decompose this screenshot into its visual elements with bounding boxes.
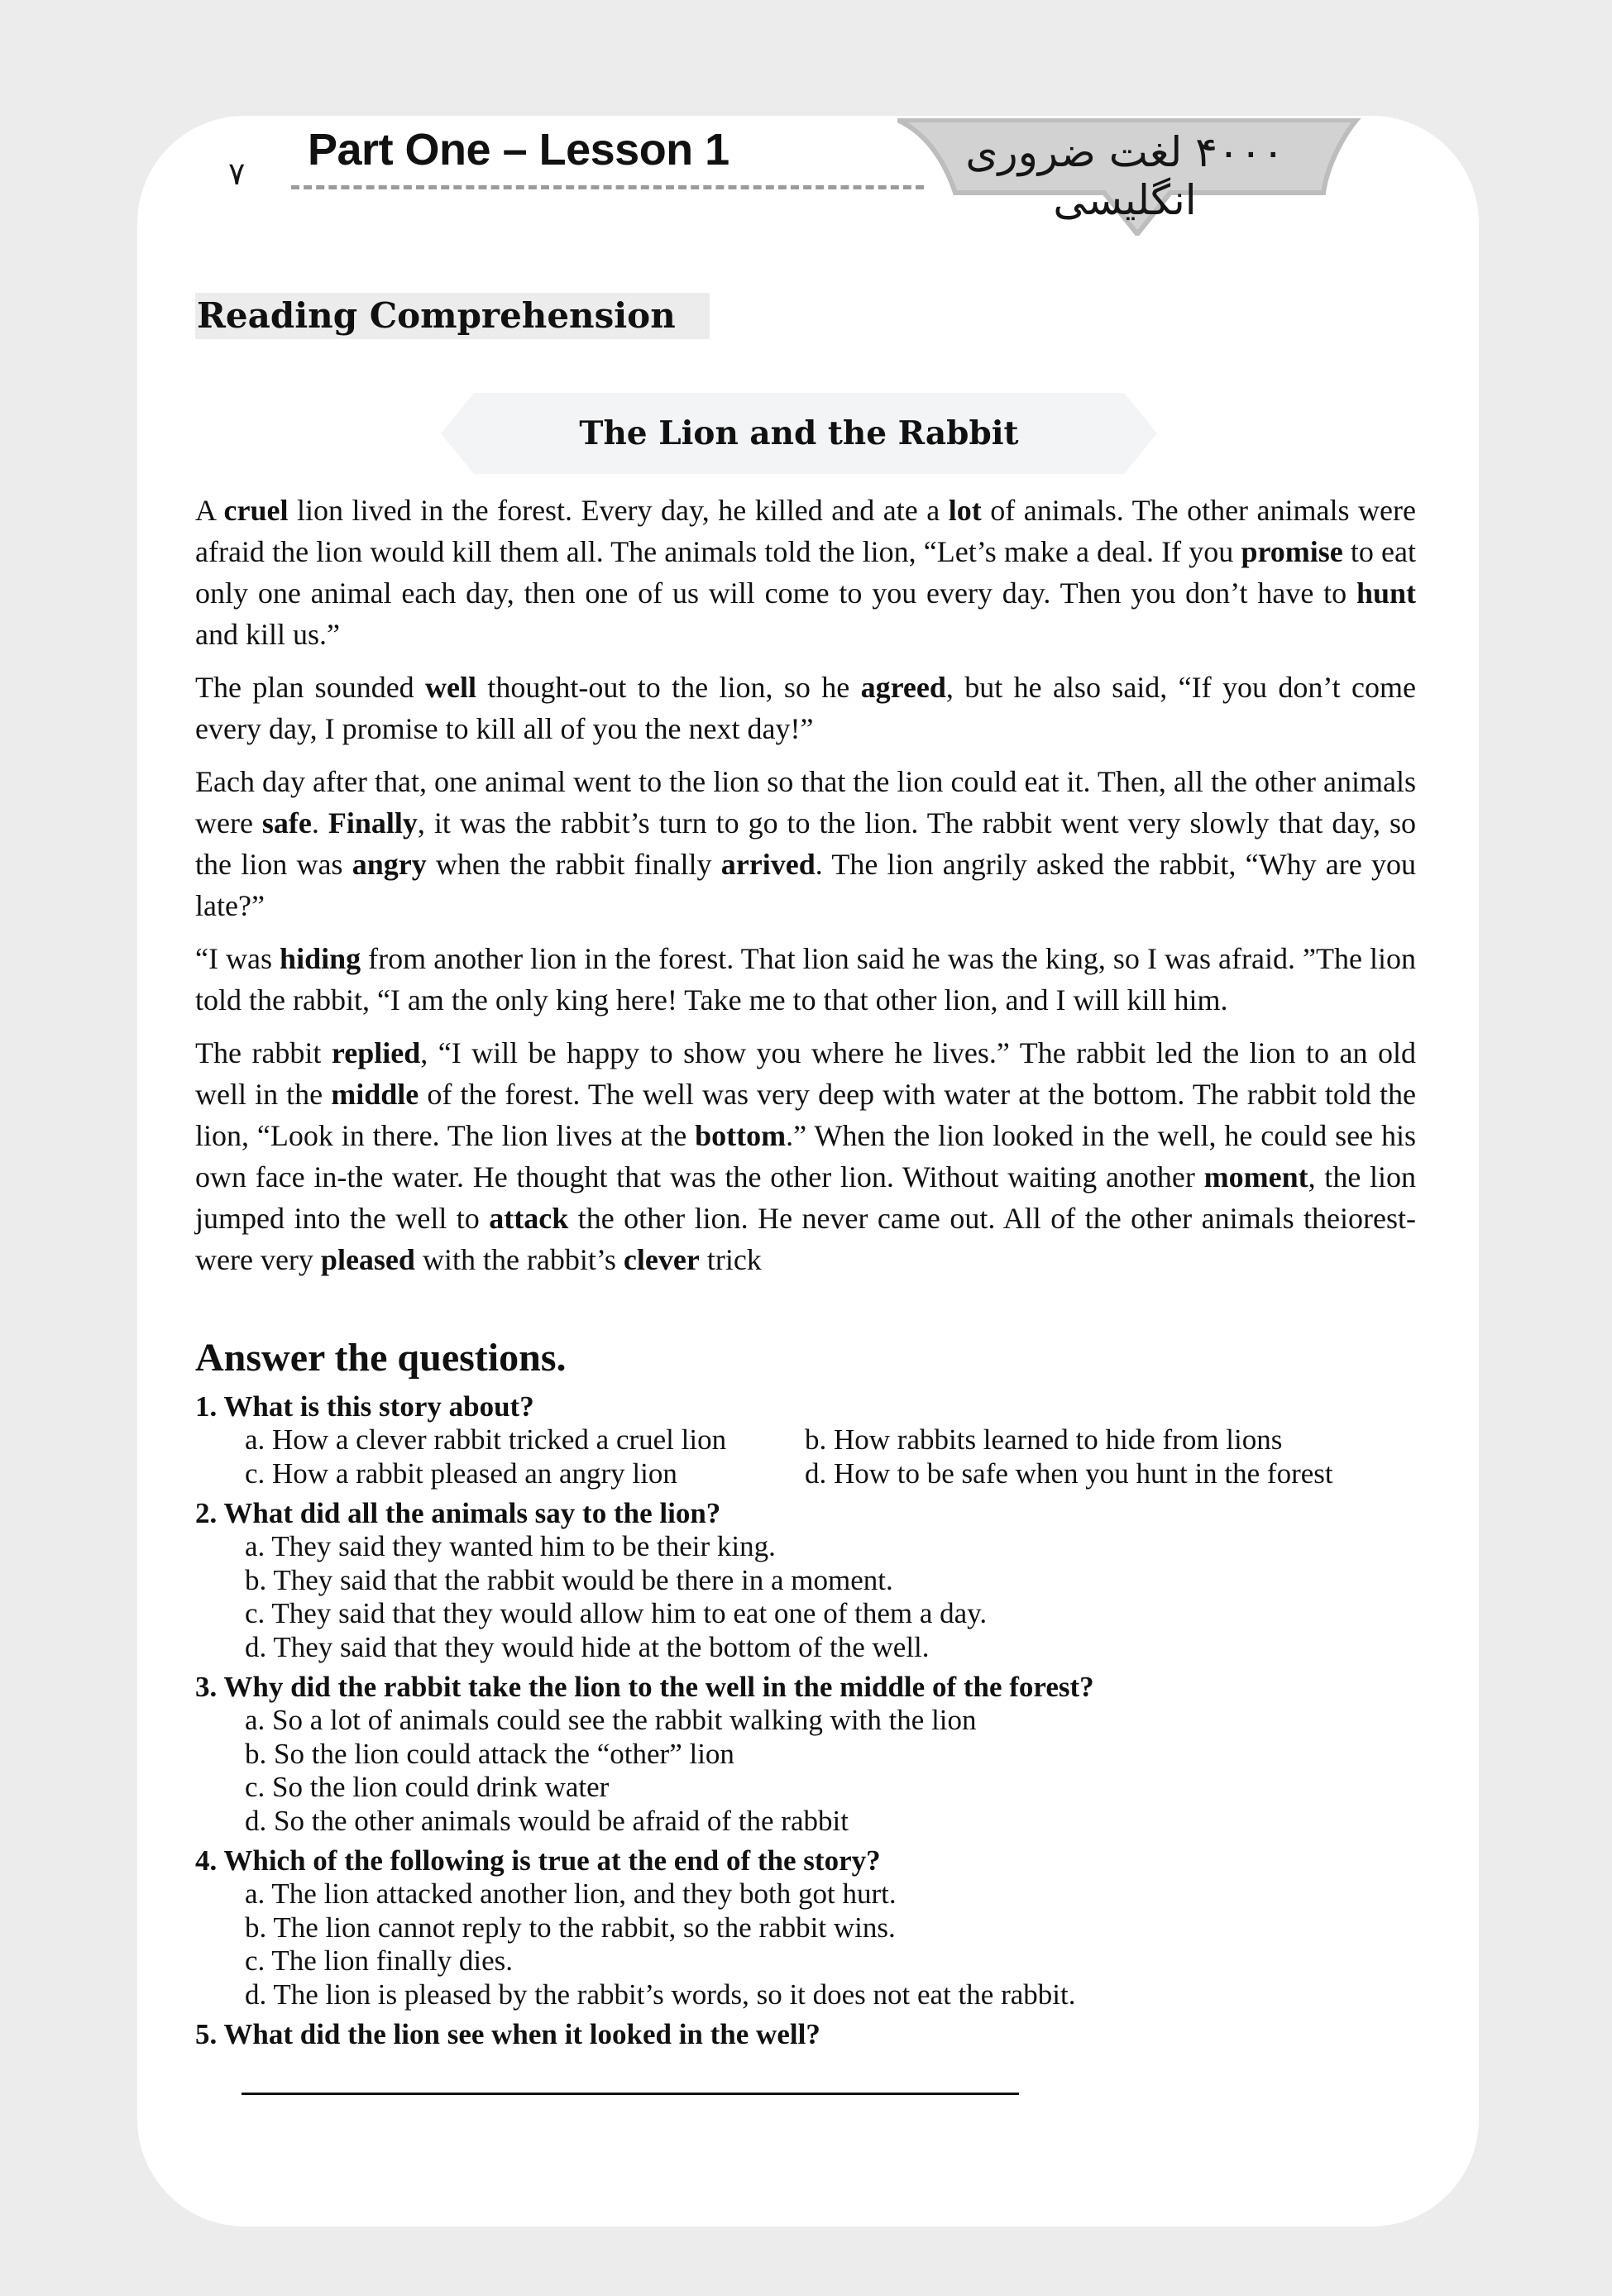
answer-option[interactable]: a. The lion attacked another lion, and they both got hurt.: [245, 1877, 897, 1910]
story-text: lion lived in the forest. Every day, he killed and ate a: [288, 494, 949, 527]
answer-option[interactable]: a. How a clever rabbit tricked a cruel lion: [245, 1423, 727, 1456]
vocabulary-word: arrived: [720, 848, 816, 881]
vocabulary-word: Finally: [328, 806, 418, 839]
story-text: , the lion jumped into the well to: [195, 1160, 1417, 1235]
question-item: [195, 2018, 1436, 2051]
answer-option[interactable]: b. So the lion could attack the “other” lion: [245, 1737, 734, 1770]
story-text: Each day after that, one animal went to the lion so that the lion could eat it. Then, all the other animals were: [195, 765, 1416, 839]
answer-option[interactable]: c. So the lion could drink water: [245, 1771, 610, 1803]
vocabulary-word: promise: [1241, 535, 1343, 568]
vocabulary-word: lot: [948, 494, 982, 527]
answer-option[interactable]: a. So a lot of animals could see the rabbit walking with the lion: [245, 1704, 977, 1736]
story-title-banner: [441, 393, 1157, 474]
answer-option[interactable]: d. How to be safe when you hunt in the forest: [805, 1457, 1333, 1490]
book-title: ۴۰۰۰ لغت ضروری انگلیسی: [965, 128, 1284, 224]
questions-heading: Answer the questions.: [195, 1336, 567, 1380]
story-text: with the rabbit’s: [414, 1243, 624, 1276]
story-paragraph: [195, 761, 1416, 926]
vocabulary-word: clever: [623, 1243, 700, 1276]
answer-options: [195, 1704, 1436, 1838]
page-number: ۷: [228, 155, 246, 192]
story-paragraph: [195, 938, 1416, 1021]
answer-options: [195, 1877, 1436, 2011]
question-text: 2. What did all the animals say to the lion?: [195, 1497, 721, 1529]
answer-options: [195, 1530, 1436, 1664]
story-text: from another lion in the forest. That lion said he was the king, so I was afraid. ”The lion told the rabbit, “I am the only king here! Take me to that other lion, and I will kill him.: [195, 942, 1416, 1016]
story-text: A: [195, 494, 224, 527]
question-list: [195, 1390, 1436, 2058]
question-item: [195, 1671, 1436, 1838]
answer-option[interactable]: d. They said that they would hide at the bottom of the well.: [245, 1630, 930, 1663]
answer-option[interactable]: d. So the other animals would be afraid of the rabbit: [245, 1804, 849, 1837]
vocabulary-word: attack: [489, 1202, 569, 1235]
story-text: The rabbit: [195, 1036, 332, 1069]
story-text: thought-out to the lion, so he: [476, 671, 861, 704]
question-item: [195, 1497, 1436, 1664]
story-title: The Lion and the Rabbit: [579, 414, 1019, 452]
vocabulary-word: bottom: [695, 1119, 787, 1152]
answer-option[interactable]: d. The lion is pleased by the rabbit’s words, so it does not eat the rabbit.: [245, 1978, 1076, 2011]
story-paragraph: [195, 490, 1416, 655]
story-text: “I was: [195, 942, 280, 975]
story-text: , but he also said, “If you don’t come every day, I promise to kill all of you the next day!”: [195, 671, 1417, 745]
question-text: 5. What did the lion see when it looked in the well?: [195, 2018, 820, 2050]
answer-option[interactable]: b. How rabbits learned to hide from lions: [805, 1423, 1283, 1456]
vocabulary-word: hiding: [280, 942, 361, 975]
lesson-title: Part One – Lesson 1: [308, 125, 729, 175]
answer-option[interactable]: c. How a rabbit pleased an angry lion: [245, 1457, 677, 1490]
story-text: and kill us.”: [195, 618, 340, 651]
vocabulary-word: middle: [331, 1078, 419, 1111]
vocabulary-word: pleased: [320, 1243, 415, 1276]
vocabulary-word: replied: [331, 1036, 421, 1069]
story-paragraph: [195, 1032, 1416, 1280]
question-item: [195, 1390, 1436, 1490]
story-text: the other lion. He never came out. All of the other animals theiorest-were very: [195, 1202, 1416, 1276]
question-item: [195, 1844, 1436, 2011]
story-text: to eat only one animal each day, then one of us will come to you every day. Then you don’t have to: [195, 535, 1416, 610]
vocabulary-word: cruel: [223, 494, 289, 527]
answer-option[interactable]: c. The lion finally dies.: [245, 1944, 514, 1977]
question-text: 3. Why did the rabbit take the lion to the well in the middle of the forest?: [195, 1671, 1094, 1703]
story-paragraph: [195, 667, 1416, 749]
vocabulary-word: moment: [1203, 1160, 1308, 1193]
header-dashed-rule: [291, 185, 924, 189]
answer-option[interactable]: a. They said they wanted him to be their king.: [245, 1530, 776, 1562]
story-text: . The lion angrily asked the rabbit, “Why are you late?”: [195, 848, 1416, 922]
story-text: of animals. The other animals were afraid the lion would kill them all. The animals told the lion, “Let’s make a deal. If you: [195, 494, 1416, 568]
story-text: , it was the rabbit’s turn to go to the lion. The rabbit went very slowly that day, so the lion was: [195, 806, 1416, 881]
story-text: of the forest. The well was very deep with water at the bottom. The rabbit told the lion, “Look in there. The lion lives at the: [195, 1078, 1416, 1152]
story-text: The plan sounded: [195, 671, 426, 704]
story-text: trick: [699, 1243, 762, 1276]
story-text: when the rabbit finally: [426, 848, 721, 881]
story-body: [195, 490, 1416, 1292]
question-text: 1. What is this story about?: [195, 1390, 534, 1423]
answer-blank-line[interactable]: [242, 2093, 1019, 2095]
answer-options: [195, 1423, 1436, 1490]
answer-option[interactable]: c. They said that they would allow him to eat one of them a day.: [245, 1597, 988, 1629]
story-text: .” When the lion looked in the well, he could see his own face in-the water. He thought that was the other lion. Without waiting another: [195, 1119, 1416, 1193]
section-heading: Reading Comprehension: [195, 293, 710, 339]
story-text: , “I will be happy to show you where he lives.” The rabbit led the lion to an old well in the: [195, 1036, 1416, 1111]
vocabulary-word: well: [425, 671, 477, 704]
question-text: 4. Which of the following is true at the end of the story?: [195, 1844, 881, 1877]
vocabulary-word: angry: [352, 848, 427, 881]
vocabulary-word: safe: [261, 806, 312, 839]
answer-option[interactable]: b. The lion cannot reply to the rabbit, so the rabbit wins.: [245, 1911, 896, 1944]
story-text: .: [311, 806, 328, 839]
answer-option[interactable]: b. They said that the rabbit would be there in a moment.: [245, 1563, 893, 1596]
vocabulary-word: agreed: [860, 671, 946, 704]
vocabulary-word: hunt: [1356, 576, 1416, 610]
